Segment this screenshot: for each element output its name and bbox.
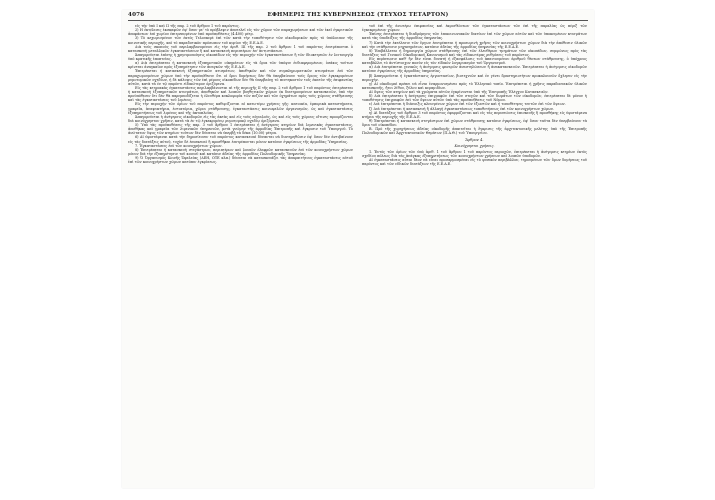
paragraph: τοῦ ἐπὶ τῆς ἀνωτέρω ἐπιφανείας καὶ ἐκμισθώσεων τῶν ἐγκαταστάσεων τῶν ἐπὶ τῆς παραλίας ὡς πέριξ τῶν ἐγκεκριμένων χώρων. (362, 24, 587, 33)
paragraph: 5) Ὑπὸ τὰς προϋποθέσεις τῆς παρ. 3 τοῦ ἄρθρου 1 ἐπιτρέπεται ἡ ἀνέγερσις κτηρίων διὰ λιμενικὰς ἐγκαταστάσεις, ἀποθήκας καὶ γραφεῖα τῶν λιμενικῶν ὑπηρεσιῶν, μετὰ γνώμην τῆς ἁρμοδίας Ἐπιτροπῆς καὶ ἔγκρισιν τοῦ Ὑπουργοῦ. Τὸ ἀνώτατον ὕψος τῶν κτηρίων τούτων δὲν δύναται νὰ ὑπερβῇ τὰ δέκα (10.00) μέτρα. (128, 123, 353, 136)
header-rule (128, 20, 588, 21)
page-number: 4076 (128, 12, 145, 18)
paragraph: α) Διὰ ἐπιτρέπεται γενικῶς ἡ ἀνέγερσις φανερῶν ἀναστηλώσεων ἢ ἀνακατασκευῶν. Ἐπιτρέπεται ἡ ἀνέγερσις οἰκοδομῶν κατόπιν ἐγκρίσεως τῆς ἁρμοδίας ὑπηρεσίας. (362, 65, 587, 74)
paragraph: α) Διὰ ἐπιτρέπεται ἡ κατασκευὴ ἐξυπηρετικῶν οἰκημάτων εἰς τὰ ὅρια τῶν ὑπόψιν ἐνδιαφερομένων, ὁσάκις τούτων κρίνεται ἀναγκαῖον πρὸς ἐξυπηρέτησιν τῶν ἀναγκῶν τῆς E.E.A.E. (128, 61, 353, 70)
paragraph: Αἱ ὄψεις τῶν κτηρίων καὶ τὰ χρώματα αὐτῶν ἐγκρίνονται ὑπὸ τῆς Ἐπιτροπῆς Ἐλέγχου Κατασκευῶν. (369, 90, 549, 94)
gazette-title: ΕΦΗΜΕΡΙΣ ΤΗΣ ΚΥΒΕΡΝΗΣΕΩΣ (ΤΕΥΧΟΣ ΤΕΤΑΡΤΟΝ) (267, 12, 449, 18)
paragraph: Ἄρθρον 4. (465, 138, 484, 143)
paragraph: 8) Ἐπιβάλλεται ἡ δημιουργία χώρων στάθμευσης ἐπὶ τῶν ἐλευθέρων τμημάτων τῶν οἰκοπέδων, συμφώνως πρὸς τὰς διατάξεις τοῦ Γενικοῦ Οἰκοδομικοῦ Κανονισμοῦ καὶ τὰς εἰδικωτέρας ρυθμίσεις τοῦ παρόντος. (362, 48, 587, 57)
paragraph: ζ) Διὰ ἐπιτρέπεται ἡ κατασκευὴ ἢ ἀλλαγὴ ἐγκαταστάσεως τοποθετήσεως ἐπὶ τῶν κοινοχρήστων χώρων. (369, 106, 555, 111)
paragraph: 3) Τὸ κεχωρισμένον τῶν ἐκτὸς Τελουκερὲ ἐπὶ τῶν κατὰ τὴν τοποθέτησιν τῶν οἰκοδομικῶν πρὸς τὸ ὑπόλοιπον τῆς κοινοτικῆς περιοχῆς, καὶ τὸ παραδοτικὸν πρόσωπον τοῦ κυρίου τῆς E.E.A.E. (128, 36, 353, 45)
paragraph: 7) Κατὰ τὴν ἐκτέλεσιν τῶν ἔργων ἐπιτρέπεται ἡ προσωρινὴ χρῆσις τῶν κοινοχρήστων χώρων διὰ τὴν ἀπόθεσιν ὑλικῶν καὶ τὴν στάθμευσιν μηχανημάτων, κατόπιν ἀδείας τῆς ἁρμοδίας ὑπηρεσίας τῆς E.E.A.E. (362, 40, 587, 49)
left-column (128, 24, 353, 486)
paragraph: Εἰς περίπτωσιν καθ' ἣν δὲν εἶναι δυνατὴ ἡ ἐξασφάλισις τοῦ ἀπαιτουμένου ἀριθμοῦ θέσεων στάθμευσης, ὁ ὑπόχρεος καταβάλλει τὸ ἀντίστοιχον ποσὸν εἰς τὸν εἰδικὸν λογαριασμὸν τοῦ Ὀργανισμοῦ. (362, 57, 587, 66)
paragraph: Β. Πρὸ τῆς χορηγήσεως ἀδείας οἰκοδομῆς ἀπαιτεῖται ἡ ἔγκρισις τῆς ἀρχιτεκτονικῆς μελέτης ὑπὸ τῆς Ἐπιτροπῆς Πολεοδομικῶν καὶ Ἀρχιτεκτονικῶν Θεμάτων (Π.Α.Θ.) τοῦ Ὑπουργείου. (362, 127, 587, 136)
paragraph: Κοινόχρηστοι χρήσεις. (454, 143, 495, 148)
paragraph: Διὰ τοὺς σκοποὺς τοῦ περιλαμβανομένου εἰς τὴν ἀριθ. III τῆς παρ. 2 τοῦ ἄρθρου 1 τοῦ παρόντος ἐπιτρέπονται ὁ κατασκευὴ μεταλλικῶν ἐγκαταστάσεων ἢ καὶ κατασκευὴ περιπτέρων ἐπ' ἀντιστάσεων. (128, 44, 353, 53)
paragraph: Ἐπιτρέπεται ἡ κατασκευὴ ἐξυπηρετικῶν κτισμάτων, ἀποθηκῶν καὶ τῶν συμπληρωματικῶν κτισμάτων ἐπὶ τῶν παραχωρουμένων χώρων ὑπὸ τὴν προϋπόθεσιν ὅτι οἱ ὅροι δομήσεως δὲν θὰ ὑπερβαίνουν τοὺς ὅρους τῶν ἐγκεκριμένων ρυμοτομικῶν σχεδίων, ἡ δὲ κάλυψις τῶν ἐπὶ μέρους οἰκοπέδων δὲν θὰ ὑπερβαίνῃ τὸ πεντηκοστὸν τοῖς ἑκατὸν τῆς ἐπιφανείας αὐτῶν, κατὰ τὰ ἐν τῷ παρόντι εἰδικώτερον ὁριζόμενα. (128, 69, 353, 86)
paragraph: 7. Ἐγκαταστάσεις ἐπὶ τῶν κοινοχρήστων χώρων. (135, 143, 223, 148)
paragraph: γ) Αἱ οἰκοδομαὶ πρέπει νὰ εἶναι ἐναρμονισμέναι πρὸς τὸ Ἑλληνικὸ τοπίο. Ἐπιτρέπεται ἡ χρῆσις παραδοσιακῶν ὑλικῶν κατασκευῆς, ἤτοι λίθου, ξύλου καὶ κεραμιδίων. (362, 81, 587, 90)
paragraph: Εἰς τὰς κτηριακὰς ἐγκαταστάσεις περιλαμβάνονται αἱ τῆς περιοχῆς II τῆς παρ. 2 τοῦ ἄρθρου 1 τοῦ παρόντος ἐπιτρέπεται ἡ κατασκευὴ ἐξυπηρετικῶν κτισμάτων, ἀποθηκῶν καὶ λοιπῶν βοηθητικῶν χώρων ἐκ διατηρουμένων κατασκευῶν, ὑπὸ τὴν προϋπόθεσιν ὅτι δὲν θὰ παρεμποδίζεται ἡ ἐλευθέρα κυκλοφορία τῶν πεζῶν καὶ τῶν ὀχημάτων πρὸς τοὺς χώρους στάθμευσης καὶ τὰς ἐγκαταστάσεις τοῦ λιμένος. (128, 85, 353, 103)
paragraph: Αἱ ἐγκαταστάσεις αὗται δέον νὰ εἶναι προσαρμοσμέναι εἰς τὸ φυσικὸν περιβάλλον, τηρουμένων τῶν ὅρων δομήσεως τοῦ παρόντος καὶ τῶν εἰδικῶν διατάξεων τῆς E.E.A.E. (362, 157, 587, 166)
paragraph: 1. Ἐντὸς τῶν ὁρίων τῶν ὑπὸ ἀριθ. 1 τοῦ ἄρθρου 1 τοῦ παρόντος περιοχῶν, ἐπιτρέπεται ἡ ἀνέγερσις κτηρίων ἐκτὸς σχεδίου πόλεως διὰ τὰς ἀνάγκας ἐξυπηρετήσεως τῶν κοινοχρήστων χρήσεων καὶ λοιπῶν ὑποδομῶν. (362, 149, 587, 158)
paragraph: 8) Ἐπιτρέπεται ἡ κατασκευὴ στεγάστρων, περιπτέρων καὶ λοιπῶν ἐλαφρῶν κατασκευῶν ἐπὶ τῶν κοινοχρήστων χώρων μόνον διὰ τὴν ἐξυπηρέτησιν τοῦ κοινοῦ καὶ κατόπιν ἀδείας τῆς ἁρμοδίας Πολεοδομικῆς Ὑπηρεσίας. (128, 147, 353, 156)
paragraph: εἰς τὴν ὑπὸ I καὶ II τῆς παρ. 2 τοῦ ἄρθρου 1 τοῦ παρόντος. (135, 24, 240, 28)
paragraph: Εἰς τὴν περιοχὴν τῶν ὁρίων τοῦ παρόντος καθορίζονται αἱ κατωτέρω χρήσεις γῆς: κατοικία, ἐμπορικὰ καταστήματα, γραφεῖα, ἀναψυκτήρια, ἐστιατόρια, χῶροι στάθμευσης, ἐγκαταστάσεις κοινωφελῶν ὀργανισμῶν, ὡς καὶ ἐγκαταστάσεις ἐξυπηρετήσεως τοῦ λιμένος καὶ τῆς ἀκτοπλοΐας. (128, 102, 353, 115)
paragraph: θ) Ἐπιτρέπεται ἡ κατασκευὴ στεγάστρων ἐπὶ χώρων στάθμευσης κατόπιν ἐγκρίσεως, ἐφ' ὅσον ταῦτα δὲν ὑπερβαίνουν τὰ ὅρια τοῦ οἰκοπέδου. (362, 118, 587, 127)
paragraph: η) Αἱ διατάξεις τοῦ ἄρθρου 3 τοῦ παρόντος ἐφαρμόζονται καὶ εἰς τὰς περιπτώσεις ἐπισκευῆς ἢ προσθήκης εἰς ὑφιστάμενα κτήρια τῆς περιοχῆς τῆς E.E.A.E. (362, 110, 587, 119)
gazette-page (122, 10, 594, 488)
paragraph: Ἀπαγορεύεται ἡ ἀνέγερσις οἰκοδομῶν εἰς τὰς ἀκτὰς καὶ εἰς τοὺς αἰγιαλοὺς, ὡς καὶ εἰς τοὺς χώρους οἵτινες προορίζονται διὰ κοινόχρηστον χρῆσιν, κατὰ τὰ ἐν τῷ ἐγκεκριμένῳ ρυμοτομικῷ σχεδίῳ ὁριζόμενα. (128, 114, 353, 123)
page-header (128, 10, 588, 22)
paragraph: 2) Η ἐκτέλεσις ἐκσκαφῶν ἐφ' ὅσον με' τὸ πρόβλεψιν ἀποτελεῖ εἰς τὸν χῶρον τῶν παραχωρήσεων καὶ τῶν ἐκεῖ ἐγκριτικῶν ἀποφάσεων ἐπὶ χωρίου ἐπιτρεπομένων ὑπὸ προϋποθέσεις (4.400) μέτρ. (128, 28, 353, 37)
paragraph: δ) Διὰ ἐπιτρέπεται ἡ ἀνέγερσις ἐπιγραφῶν ἐπὶ τῶν στεγῶν καὶ τῶν δωμάτων τῶν οἰκοδομῶν, ἐπιτρέπεται δὲ μόνον ἡ τοποθέτησις ἐπιγραφῶν ἐπὶ τῶν ὄψεων αὐτῶν ὑπὸ τὰς προϋποθέσεις τοῦ Νόμου. (362, 94, 587, 103)
paragraph: ε) Διὰ ἐπιτρέπεται ἡ διάνοιξις κλεισμένων χώρων ἐπὶ τῶν ἐξωστῶν καὶ ἡ τοποθέτησις τεντῶν ἐπὶ τῶν ὄψεων. (369, 102, 566, 107)
paragraph: Ἀπαγορεύεται ἐπίσης ἡ χρησιμοποίησις οἰκοπέδων εἰς τὴν περιοχὴν τῶν ἐγκαταστάσεων ἢ τῶν ἰδιοκτησιῶν ἐν λειτουργίᾳ ὑπὸ κρατικῆς ἐποπτείας. (128, 52, 353, 61)
paragraph: β) Ἀπαγορεύεται ἡ ἐγκατάστασις ἐργοστασίων, βιοτεχνιῶν καὶ ἐν γένει δραστηριοτήτων προκαλουσῶν ὄχλησιν εἰς τὴν περιοχήν. (362, 73, 587, 82)
paragraph: 6) Αἱ ὑφιστάμεναι κατὰ τὴν δημοσίευσιν τοῦ παρόντος κατασκευαὶ δύνανται νὰ διατηρηθῶσιν ἐφ' ὅσον δὲν ἀντιβαίνουν εἰς τὰς διατάξεις αὐτοῦ, τυχὸν δὲ ἐπισκευαὶ ἢ προσθῆκαι ἐπιτρέπονται μόνον κατόπιν ἐγκρίσεως τῆς ἁρμοδίας Ὑπηρεσίας. (128, 135, 353, 144)
right-column (362, 24, 587, 486)
paragraph: Ἐπίσης ἐπιτρέπεται ἡ διαδρόμησις τῶν ἐπικοινωνιακῶν δικτύων ἐπὶ τῶν χώρων αὐτῶν καὶ τῶν ὑποκειμένων κτισμάτων κατὰ τὰς ὑποδείξεις τῆς ἁρμοδίας ὑπηρεσίας. (362, 32, 587, 41)
paragraph: 9) Ὁ Ὀργανισμὸς Κοινῆς Ὠφελείας (ΔΕΗ, ΟΤΕ κλπ.) δύναται νὰ κατασκευάζει τὰς ἀπαραιτήτους ἐγκαταστάσεις αὐτοῦ ἐπὶ τῶν κοινοχρήστων χώρων κατόπιν ἐγκρίσεως. (128, 156, 353, 165)
